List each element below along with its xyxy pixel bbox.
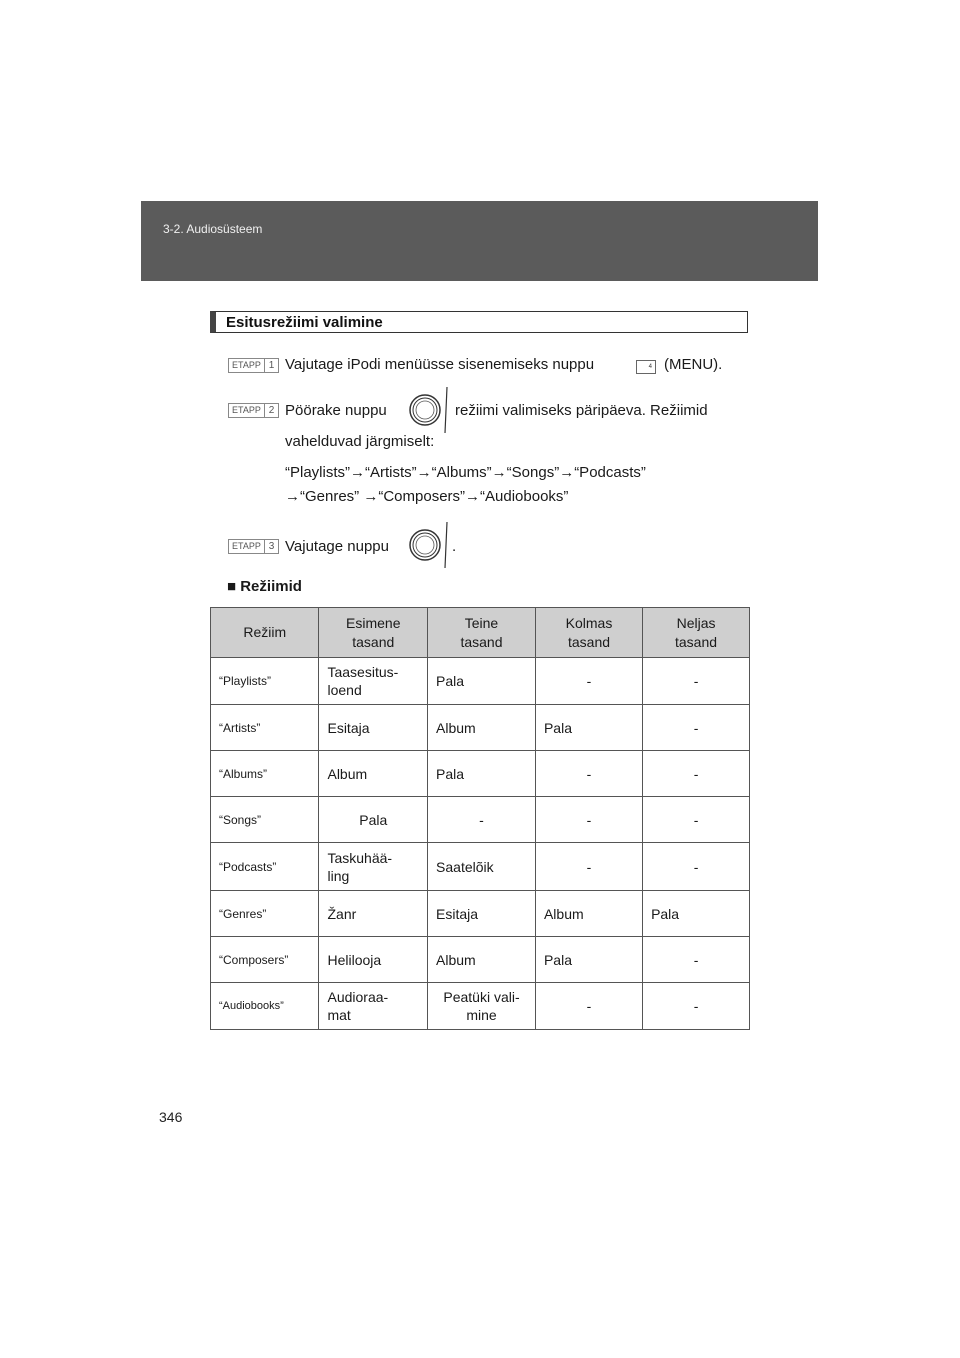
- table-cell: -: [535, 983, 642, 1030]
- table-cell: -: [643, 751, 750, 797]
- table-cell: Album: [535, 891, 642, 937]
- header-text: Neljas: [676, 614, 716, 631]
- table-cell: -: [643, 937, 750, 983]
- table-row: [211, 705, 750, 751]
- table-cell: Pala: [643, 891, 750, 937]
- table-cell: “Playlists”: [211, 658, 319, 705]
- table-cell: “Songs”: [211, 797, 319, 843]
- section-label: 3-2. Audiosüsteem: [163, 222, 263, 236]
- step-1-text: Vajutage iPodi menüüsse sisenemiseks nuppu: [285, 356, 595, 373]
- table-cell: Esitaja: [428, 891, 536, 937]
- table-cell: -: [535, 658, 642, 705]
- table-row: [211, 658, 750, 705]
- menu-button-icon: 4: [636, 360, 656, 374]
- header-text: Kolmas: [565, 614, 613, 631]
- modes-heading: ■ Režiimid: [227, 578, 302, 595]
- table-cell: Pala: [319, 797, 428, 843]
- step-3-text: Vajutage nuppu: [285, 538, 389, 555]
- step-badge-number: 1: [264, 359, 278, 372]
- table-cell: “Audiobooks”: [211, 983, 319, 1030]
- table-cell: Audioraa- mat: [319, 983, 428, 1030]
- header-text: Teine: [464, 614, 499, 631]
- header-text: tasand: [352, 633, 395, 650]
- table-cell: -: [643, 658, 750, 705]
- header-text: Esimene: [346, 614, 401, 631]
- table-cell: Esitaja: [319, 705, 428, 751]
- page-number: 346: [159, 1109, 183, 1125]
- table-cell: Album: [428, 937, 536, 983]
- table-cell: -: [535, 797, 642, 843]
- header-text: Režiim: [243, 624, 287, 640]
- table-cell: “Genres”: [211, 891, 319, 937]
- table-row: [211, 983, 750, 1030]
- section-title: Esitusrežiimi valimine: [226, 314, 383, 331]
- header-cell: [535, 608, 642, 658]
- table-cell: Pala: [428, 751, 536, 797]
- table-cell: Album: [428, 705, 536, 751]
- table-cell: -: [643, 983, 750, 1030]
- header-cell: [211, 608, 319, 658]
- table-cell: Helilooja: [319, 937, 428, 983]
- table-cell: -: [643, 797, 750, 843]
- table-cell: “Albums”: [211, 751, 319, 797]
- step-2-text-after: režiimi valimiseks päripäeva. Režiimid: [455, 402, 708, 419]
- table-cell: “Composers”: [211, 937, 319, 983]
- step-2-line-2: vahelduvad järgmiselt:: [285, 433, 435, 450]
- step-3-badge: [228, 539, 279, 554]
- table-row: [211, 891, 750, 937]
- step-2-mode-sequence-cont: →“Genres” →“Composers”→“Audiobooks”: [285, 488, 569, 505]
- step-1-badge: [228, 358, 279, 373]
- table-cell: Pala: [428, 658, 536, 705]
- section-title-box: [210, 311, 748, 333]
- step-badge-number: 2: [264, 404, 278, 417]
- table-header-row: [211, 608, 750, 658]
- step-badge-word: ETAPP: [232, 541, 261, 551]
- table-cell: Žanr: [319, 891, 428, 937]
- header-text: tasand: [675, 633, 718, 650]
- table-cell: -: [535, 751, 642, 797]
- table-cell: “Podcasts”: [211, 843, 319, 891]
- header-cell: [428, 608, 536, 658]
- table-cell: -: [428, 797, 536, 843]
- step-3-text-after: .: [452, 538, 457, 555]
- step-2-mode-sequence: “Playlists”→“Artists”→“Albums”→“Songs”→“Podcasts”: [285, 464, 646, 481]
- table-cell: -: [535, 843, 642, 891]
- header-text: tasand: [567, 633, 611, 650]
- table-cell: Taskuhää- ling: [319, 843, 428, 891]
- table-row: [211, 797, 750, 843]
- chapter-header: [141, 201, 818, 281]
- table-cell: Taasesitus- loend: [319, 658, 428, 705]
- header-text: tasand: [460, 633, 503, 650]
- step-badge-number: 3: [264, 540, 278, 553]
- header-cell: [319, 608, 428, 658]
- table-cell: Peatüki vali- mine: [428, 983, 536, 1030]
- table-row: [211, 843, 750, 891]
- table-cell: Pala: [535, 937, 642, 983]
- table-row: [211, 751, 750, 797]
- step-2-text: Pöörake nuppu: [285, 402, 387, 419]
- table-cell: Pala: [535, 705, 642, 751]
- step-2-badge: [228, 403, 279, 418]
- table-cell: -: [643, 705, 750, 751]
- table-cell: “Artists”: [211, 705, 319, 751]
- table-cell: Saatelõik: [428, 843, 536, 891]
- step-badge-word: ETAPP: [232, 405, 261, 415]
- table-row: [211, 937, 750, 983]
- modes-table: [210, 607, 750, 1030]
- header-cell: [643, 608, 750, 658]
- table-cell: -: [643, 843, 750, 891]
- step-1-text-after: (MENU).: [664, 356, 723, 373]
- table-cell: Album: [319, 751, 428, 797]
- step-badge-word: ETAPP: [232, 360, 261, 370]
